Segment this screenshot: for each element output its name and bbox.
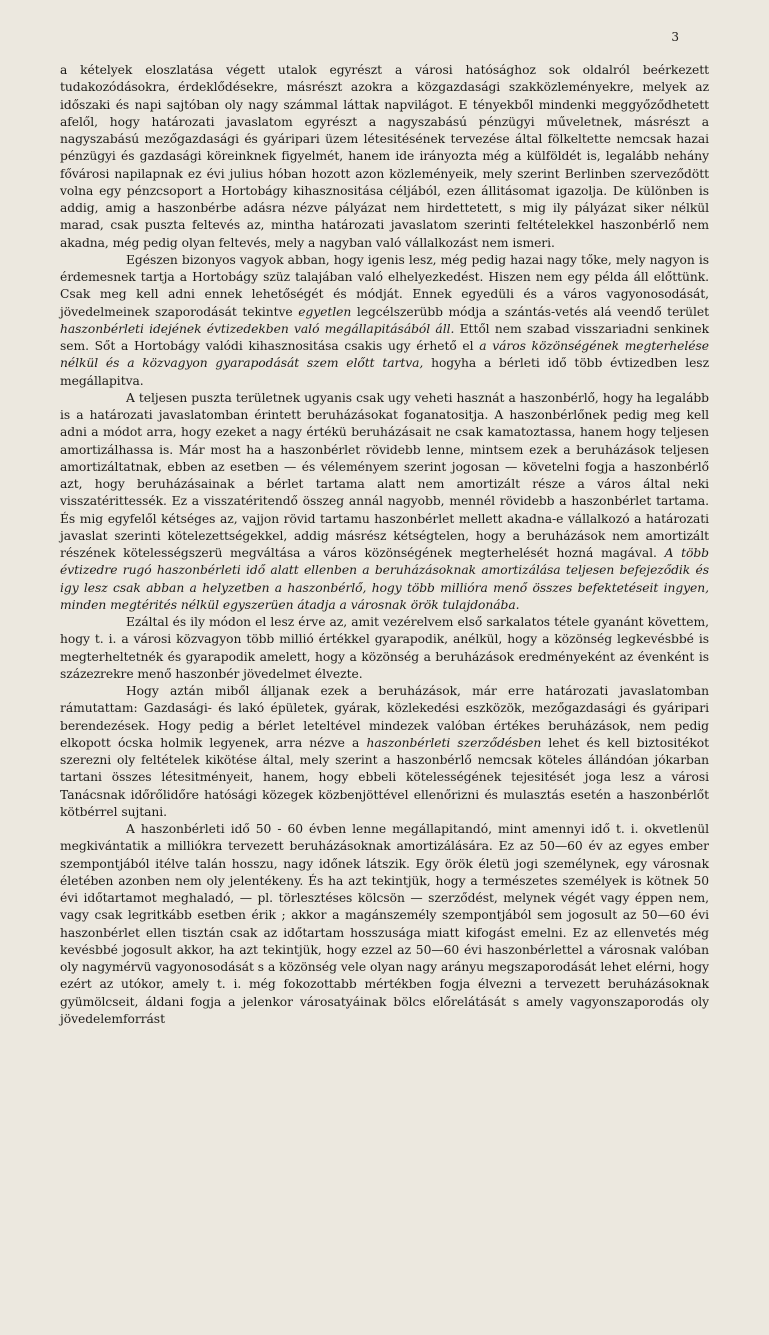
text-run: A haszonbérleti idő 50 - 60 évben lenne megállapitandó, mint amennyi idő t. i. okvetlenül megkivántatik a milliókra tervezett beruházásoknak amortizálására. Ez az 50—60 év az egyes ember szempontjából itélve talán hosszu, nagy időnek látszik. Egy örök életü jogi személynek, egy városnak életében azonben nem oly jelentékeny. És ha azt tekintjük, hogy a természetes személyek is kötnek 50 évi időtartamot meghaladó, — pl. törlesztéses kölcsön — szerződést, melynek végét vagy éppen nem, vagy csak legritkább esetben érik ; akkor a magánszemély szempontjából sem jogosult az 50—60 évi haszonbérlet ellen tisztán csak az időtartam hosszusága miatt kifogást emelni. Ez az ellenvetés még kevésbbé jogosult akkor, ha azt tekintjük, hogy ezzel az 50—60 évi haszonbérlettel a városnak valóban oly nagymérvü vagyonosodását s a közönség vele olyan nagy arányu megszaporodását lehet elérni, hogy ezért az utókor, amely t. i. még fokozottabb mértékben fogja élvezni a tervezett beruházásoknak gyümölcseit, áldani fogja a jelenkor városatyáinak bölcs előrelátását s amely vagyonszaporodás oly jövedelemforrást — [60, 822, 709, 1026]
text-run: a kételyek eloszlatása végett utalok egyrészt a városi hatósághoz sok oldalról beérkezett tudakozódásokra, érdeklődésekre, másrészt azokra a közgazdasági szakközleményekre, melyek az időszaki és napi sajtóban oly nagy számmal láttak napvilágot. E tényekből mindenki meggyőződhetett afelől, hogy határozati javaslatom egyrészt a nagyszabású pénzügyi műveletnek, másrészt a nagyszabású mezőgazdasági és gyáripari üzem létesitésének tervezése által fölkeltette nemcsak hazai pénzügyi és gazdasági köreinknek figyelmét, hanem ide irányozta még a külföldét is, legalább nehány fővárosi napilapnak ez évi julius hóban hozott azon közleményeik, mely szerint Berlinben szerveződött volna egy pénzcsoport a Hortobágy kihasznositása céljából, ezen állitásomat igazolja. De különben is addig, amig a haszonbérbe adásra nézve pályázat nem hirdettetett, s mig ily pályázat siker nélkül marad, csak puszta feltevés az, mintha határozati javaslatom szerinti feltételekkel haszonbérlő nem akadna, még pedig olyan feltevés, mely a nagyban való vállalkozást nem ismeri. — [60, 63, 709, 250]
text-run: legcélszerübb módja a szántás-vetés alá veendő terület — [351, 304, 709, 319]
paragraph — [60, 62, 709, 252]
emphasized-text: haszonbérleti idejének évtizedekben való megállapitásából áll. — [60, 321, 455, 336]
text-run: hogyha a bérleti idő több évtizedben lesz megállapitva. — [60, 356, 709, 388]
text-run: Ezáltal és ily módon el lesz érve az, amit vezérelvem első sarkalatos tétele gyanánt követtem, hogy t. i. a városi közvagyon több millió értékkel gyarapodik, anélkül, hogy a közönség legkevésbbé is megterheltetnék és gyarapodik amelett, hogy a közönség a beruházások eredményeként az évenként is százezrekre menő haszonbér jövedelmet élvezte. — [60, 615, 709, 681]
paragraph — [60, 821, 709, 1028]
text-run: Hogy aztán miből álljanak ezek a beruházások, már erre határozati javaslatomban rámutattam: Gazdasági- és lakó épületek, gyárak, közlekedési eszközök, mezőgazdasági és gyáripari berendezések. Hogy pedig a bérlet leteltével mindezek valóban értékes beruházások, nem pedig elkopott ócska holmik legyenek, arra nézve a — [60, 684, 709, 750]
text-run: Egészen bizonyos vagyok abban, hogy igenis lesz, még pedig hazai nagy tőke, mely nagyon is érdemesnek tartja a Hortobágy szüz talajában való elhelyezkedést. Hiszen nem egy példa áll előttünk. Csak meg kell adni ennek lehetőségét és módját. Ennek egyedüli és a város vagyonosodását, jövedelmeinek szaporodását tekintve — [60, 252, 709, 319]
emphasized-text: egyetlen — [298, 304, 352, 319]
paragraph — [60, 683, 709, 821]
emphasized-text: A több évtizedre rugó haszonbérleti idő alatt ellenben a beruházásoknak amortizálása teljesen befejeződik és igy lesz csak abban a helyzetben a haszonbérlő, hogy több millióra menő összes befektetéseit ingyen, minden megtérités nélkül egyszerüen átadja a városnak örök tulajdonába. — [60, 546, 710, 612]
paragraph — [60, 390, 709, 614]
paragraph — [60, 614, 709, 683]
page-number: 3 — [671, 30, 679, 44]
emphasized-text: haszonbérleti szerződésben — [366, 735, 542, 750]
emphasized-text: a város közönségének megterhelése nélkül és a közvagyon gyarapodását szem előtt tartva, — [60, 339, 709, 371]
text-run: A teljesen puszta területnek ugyanis csak ugy veheti hasznát a haszonbérlő, hogy ha legalább is a határozati javaslatomban érintett beruházásokat foganatositja. A haszonbérlőnek pedig meg kell adni a módot arra, hogy ezeket a nagy értékü beruházásait ne csak kamatoztassa, hanem hogy teljesen amortizálhassa is. Már most ha a haszonbérlet rövidebb lenne, mintsem ezek a beruházások teljesen amortizáltatnak, ebben az esetben — és véleményem szerint jogosan — követelni fogja a haszonbérlő azt, hogy beruházásainak a bérlet tartama alatt nem amortizált része a város által neki visszatérittessék. Ez a visszatéritendő összeg annál nagyobb, mennél rövidebb a haszonbérlet tartama. És mig egyfelől kétséges az, vajjon rövid tartamu haszonbérlet mellett akadna-e vállalkozó a határozati javaslat szerinti kötelezettségekkel, addig másrész kétségtelen, hogy a beruházások nem amortizált részének kötelességszerü megváltása a város közönségének megterhelését hozná magával. — [60, 390, 709, 560]
paragraph — [60, 252, 709, 390]
text-run: lehet és kell biztositékot szerezni oly feltételek kikötése által, mely szerint a haszonbérlő nemcsak köteles állándóan jókarban tartani összes létesitményeit, hanem, hogy ebbeli kötelességének tejesitését joga lesz a városi Tanácsnak időrőlidőre hatósági közegek közbenjöttével ellenőrizni és mulasztás esetén a haszonbérlőt kötbérrel sujtani. — [60, 735, 709, 819]
body-text — [60, 62, 709, 1028]
text-run: Ettől nem szabad visszariadni senkinek sem. Sőt a Hortobágy valódi kihasznositása csakis ugy érhető el — [60, 321, 709, 353]
